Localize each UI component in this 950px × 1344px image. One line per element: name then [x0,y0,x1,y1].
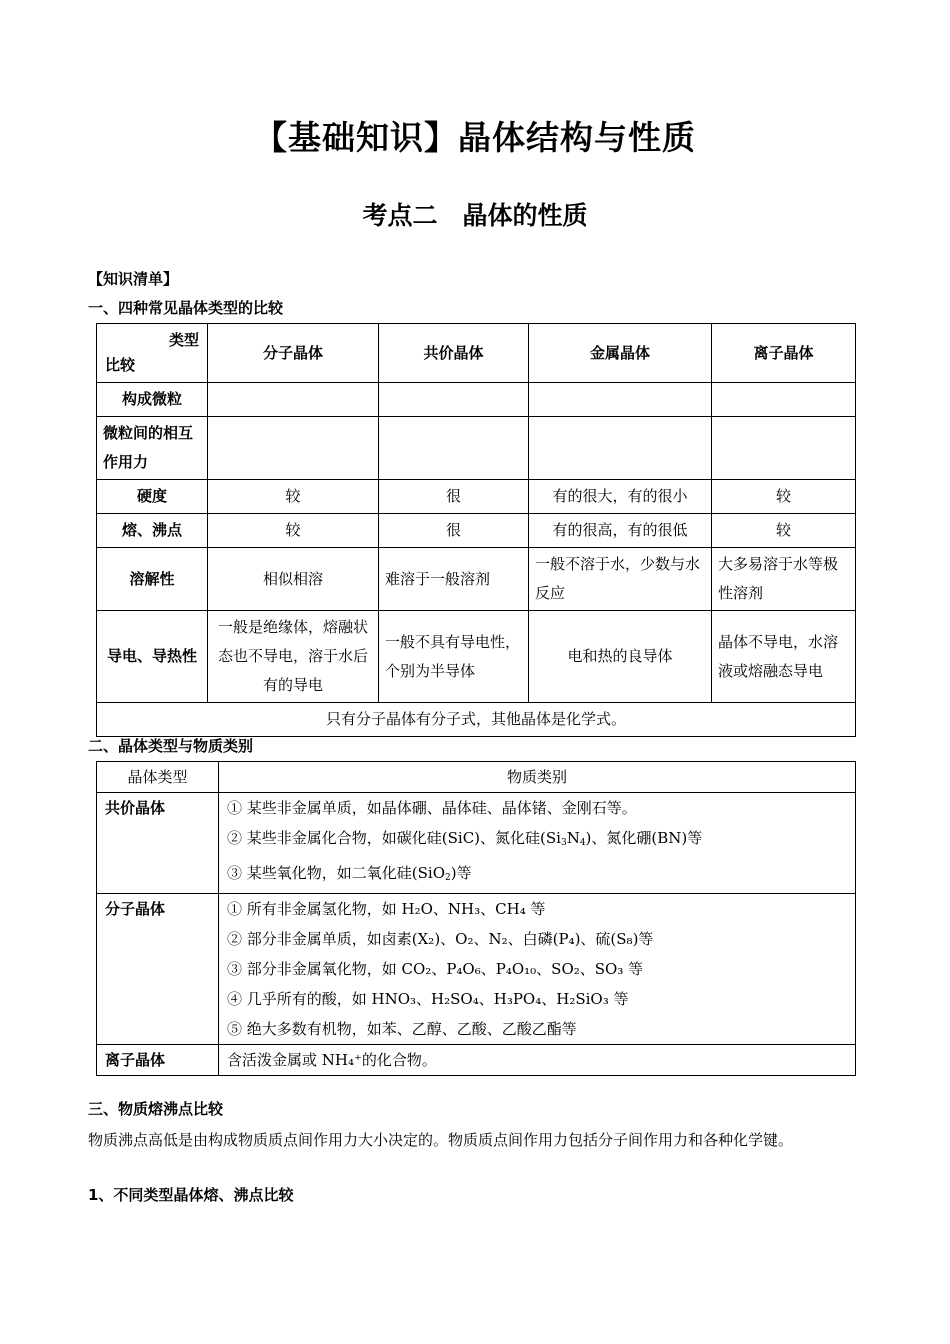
list-item: ② 部分非金属单质，如卤素(X₂)、O₂、N₂、白磷(P₄)、硫(S₈)等 [227,930,654,948]
row-label: 熔、沸点 [97,514,208,548]
section3-subheading: 1、不同类型晶体熔、沸点比较 [88,1186,294,1204]
table-cell [208,383,379,417]
row-label: 溶解性 [97,548,208,611]
list-item: ④ 几乎所有的酸，如 HNO₃、H₂SO₄、H₃PO₄、H₂SiO₃ 等 [227,990,629,1008]
table-cell [379,383,529,417]
table-row [97,793,856,894]
table-cell [219,793,856,894]
table-cell: 较 [712,514,856,548]
row-label: 硬度 [97,480,208,514]
corner-cell [97,324,208,383]
table-cell: 一般不具有导电性，个别为半导体 [379,611,529,703]
table-cell: 较 [208,514,379,548]
row-label: 离子晶体 [97,1045,219,1076]
row-label: 共价晶体 [97,793,219,894]
row-label: 构成微粒 [97,383,208,417]
table-cell: 有的很高，有的很低 [529,514,712,548]
table-cell: 一般不溶于水，少数与水反应 [529,548,712,611]
knowledge-list-tag: 【知识清单】 [88,270,179,288]
row-label: 导电、导热性 [97,611,208,703]
table-cell: 相似相溶 [208,548,379,611]
table-cell [208,417,379,480]
column-header: 物质类别 [219,762,856,793]
table-cell [529,417,712,480]
table-header-row [97,324,856,383]
table-row [97,514,856,548]
list-item: ③ 某些氧化物，如二氧化硅(SiO$_2$)等 [227,864,472,883]
table-header-row [97,762,856,793]
section3-paragraph: 物质沸点高低是由构成物质质点间作用力大小决定的。物质质点间作用力包括分子间作用力和各种化学键。 [88,1131,794,1149]
list-item: ① 某些非金属单质，如晶体硼、晶体硅、晶体锗、金刚石等。 [227,799,637,817]
table-row [97,417,856,480]
list-item: ⑤ 绝大多数有机物，如苯、乙醇、乙酸、乙酸乙酯等 [227,1020,577,1038]
corner-bottom-label: 比较 [105,356,136,374]
table-cell: 很 [379,480,529,514]
column-header: 分子晶体 [208,324,379,383]
section3-heading: 三、物质熔沸点比较 [88,1100,224,1118]
table-cell: 晶体不导电，水溶液或熔融态导电 [712,611,856,703]
column-header: 离子晶体 [712,324,856,383]
table-cell [219,894,856,1045]
table-cell [379,417,529,480]
column-header: 晶体类型 [97,762,219,793]
page-title: 【基础知识】晶体结构与性质 [254,118,696,157]
table-row [97,480,856,514]
page-subtitle: 考点二 晶体的性质 [362,201,588,230]
column-header: 金属晶体 [529,324,712,383]
row-label: 分子晶体 [97,894,219,1045]
table-note: 只有分子晶体有分子式，其他晶体是化学式。 [97,703,856,737]
table-cell: 大多易溶于水等极性溶剂 [712,548,856,611]
list-item: ② 某些非金属化合物，如碳化硅(SiC)、氮化硅$(Si_3N_4)$、氮化硼(BN)等 [227,829,703,848]
list-item: ③ 部分非金属氧化物，如 CO₂、P₄O₆、P₄O₁₀、SO₂、SO₃ 等 [227,960,644,978]
crystal-substance-table [96,761,856,1076]
table-cell: 一般是绝缘体，熔融状态也不导电，溶于水后有的导电 [208,611,379,703]
table-row [97,548,856,611]
table-cell [712,383,856,417]
crystal-comparison-table [96,323,856,737]
table-cell: 较 [208,480,379,514]
list-item: ① 所有非金属氢化物，如 H₂O、NH₃、CH₄ 等 [227,900,546,918]
table-cell: 有的很大，有的很小 [529,480,712,514]
table-row [97,1045,856,1076]
table-row [97,894,856,1045]
table-cell: 较 [712,480,856,514]
section2-heading: 二、晶体类型与物质类别 [88,737,254,755]
table-cell: 难溶于一般溶剂 [379,548,529,611]
table-cell: 很 [379,514,529,548]
column-header: 共价晶体 [379,324,529,383]
table-cell [712,417,856,480]
section1-heading: 一、四种常见晶体类型的比较 [88,299,284,317]
corner-top-label: 类型 [168,331,199,349]
table-row [97,611,856,703]
table-row [97,383,856,417]
table-cell: 电和热的良导体 [529,611,712,703]
row-label: 微粒间的相互作用力 [97,417,208,480]
table-cell: 含活泼金属或 NH₄⁺的化合物。 [219,1045,856,1076]
table-cell [529,383,712,417]
table-note-row [97,703,856,737]
